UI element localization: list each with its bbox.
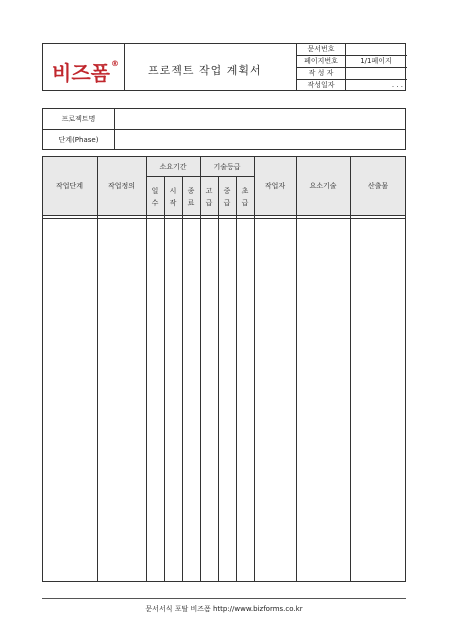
meta-label-doc-number: 문서번호 xyxy=(307,45,335,53)
meta-label-page-number: 페이지번호 xyxy=(304,57,338,65)
col-output: 산출물 xyxy=(367,182,389,190)
sub-end-bottom: 료 xyxy=(187,199,195,207)
sub-start-top: 시 xyxy=(169,187,177,195)
meta-label-author: 작 성 자 xyxy=(308,69,334,77)
logo-text: 비즈폼 xyxy=(52,61,110,85)
footer-rule xyxy=(42,598,406,599)
project-name-field[interactable] xyxy=(116,108,406,129)
meta-value-date[interactable]: . . . xyxy=(391,81,403,89)
phase-label: 단계(Phase) xyxy=(58,135,99,144)
sub-days-top: 일 xyxy=(151,187,159,195)
sub-end-top: 종 xyxy=(187,187,195,195)
col-required-skill: 요소기술 xyxy=(309,182,337,190)
sub-intermediate-bottom: 급 xyxy=(223,199,231,207)
sub-beginner-top: 초 xyxy=(241,187,249,195)
col-task-stage: 작업단계 xyxy=(55,182,84,190)
sub-start-bottom: 작 xyxy=(169,199,177,207)
document-title: 프로젝트 작업 계획서 xyxy=(148,64,262,77)
meta-value-page-number[interactable]: 1/1페이지 xyxy=(360,57,392,65)
bizforms-logo xyxy=(52,57,119,86)
col-worker: 작업자 xyxy=(264,182,286,190)
sub-advanced-bottom: 급 xyxy=(205,199,213,207)
project-name-label: 프로젝트명 xyxy=(61,114,96,123)
sub-beginner-bottom: 급 xyxy=(241,199,249,207)
sub-intermediate-top: 중 xyxy=(223,187,231,195)
phase-field[interactable] xyxy=(116,129,406,150)
meta-label-date: 작성일자 xyxy=(307,81,335,89)
meta-table xyxy=(296,43,406,91)
meta-value-author[interactable] xyxy=(345,67,407,79)
registered-mark: ® xyxy=(110,59,119,68)
group-duration: 소요기간 xyxy=(159,162,187,171)
sub-advanced-top: 고 xyxy=(205,187,213,195)
meta-value-doc-number[interactable] xyxy=(345,43,407,55)
table-body[interactable] xyxy=(43,219,405,581)
group-divider xyxy=(146,176,254,177)
footer-text[interactable]: 문서서식 포탈 비즈폼 http://www.bizforms.co.kr xyxy=(145,605,303,613)
group-skill-level: 기술등급 xyxy=(213,162,241,171)
col-task-definition: 작업정의 xyxy=(107,182,136,190)
sub-days-bottom: 수 xyxy=(151,199,159,207)
